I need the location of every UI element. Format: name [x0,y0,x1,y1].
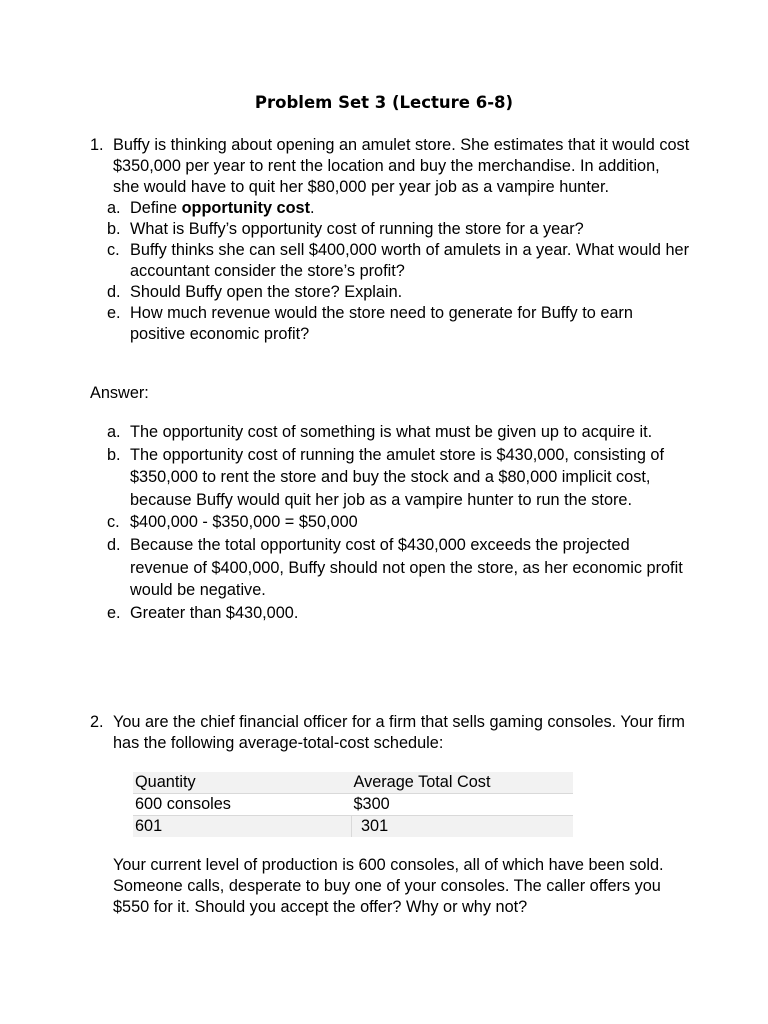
part-text: Buffy thinks she can sell $400,000 worth of amulets in a year. What would her accountant consider the store’s profit? [130,241,689,280]
answer-item [107,534,690,602]
part-text: Should Buffy open the store? Explain. [130,283,403,301]
answer-list [90,421,690,624]
answer-text: Greater than $430,000. [130,603,299,622]
answer-item [107,421,690,444]
answer-label: Answer: [90,384,149,402]
answer-letter: d. [107,535,121,554]
question-number: 2. [90,713,104,731]
table-row [133,816,573,838]
table-cell: 601 [133,816,352,838]
answer-letter: c. [107,513,120,532]
answer-text: Because the total opportunity cost of $430,000 exceeds the projected revenue of $400,000, Buffy should not open the store, as her economic profit would be negative. [130,535,683,600]
answer-text: $400,000 - $350,000 = $50,000 [130,513,358,532]
table-header-cell: Average Total Cost [352,772,574,794]
answer-text: The opportunity cost of something is what must be given up to acquire it. [130,423,653,441]
part-text: What is Buffy’s opportunity cost of running the store for a year? [130,220,584,238]
question-text: Buffy is thinking about opening an amulet store. She estimates that it would cost $350,000 per year to rent the location and buy the merchandise. In addition, she would have to quit her $80,000 per year job as a vampire hunter. [113,136,690,196]
table-cell: 301 [352,816,574,838]
question-2 [90,712,690,754]
table-header-row [133,772,573,794]
question-part [107,198,690,219]
part-letter: d. [107,283,121,301]
answer-item [107,444,690,512]
part-prefix: Define [130,199,182,217]
table-cell: $300 [352,794,574,816]
question-part [107,303,690,345]
table-header-cell: Quantity [133,772,352,794]
part-letter: a. [107,199,121,217]
answer-letter: e. [107,603,121,622]
answer-item [107,511,690,534]
average-total-cost-table [133,772,573,837]
question-part [107,282,690,303]
table-row [133,794,573,816]
part-letter: e. [107,304,121,322]
question-part [107,219,690,240]
question-2-followup: Your current level of production is 600 consoles, all of which have been sold. Someone calls, desperate to buy one of your consoles. The caller offers you $550 for it. Should you accept the offer? Why or why not? [113,856,664,916]
part-letter: b. [107,220,121,238]
question-part [107,240,690,282]
answer-letter: a. [107,423,121,441]
part-suffix: . [310,199,315,217]
question-number: 1. [90,136,104,154]
table-cell: 600 consoles [133,794,352,816]
page-title: Problem Set 3 (Lecture 6-8) [254,93,514,112]
part-letter: c. [107,241,120,259]
part-text: How much revenue would the store need to generate for Buffy to earn positive economic profit? [130,304,633,343]
question-1 [90,135,690,345]
question-text: You are the chief financial officer for a firm that sells gaming consoles. Your firm has the following average-total-cost schedule: [113,713,685,752]
answer-letter: b. [107,445,121,464]
part-text [130,198,690,219]
answer-text: The opportunity cost of running the amulet store is $430,000, consisting of $350,000 to rent the store and buy the stock and a $80,000 implicit cost, because Buffy would quit her job as a vampire hunter to run the store. [130,445,664,509]
part-bold-term: opportunity cost [181,199,311,217]
answer-item [107,602,690,625]
